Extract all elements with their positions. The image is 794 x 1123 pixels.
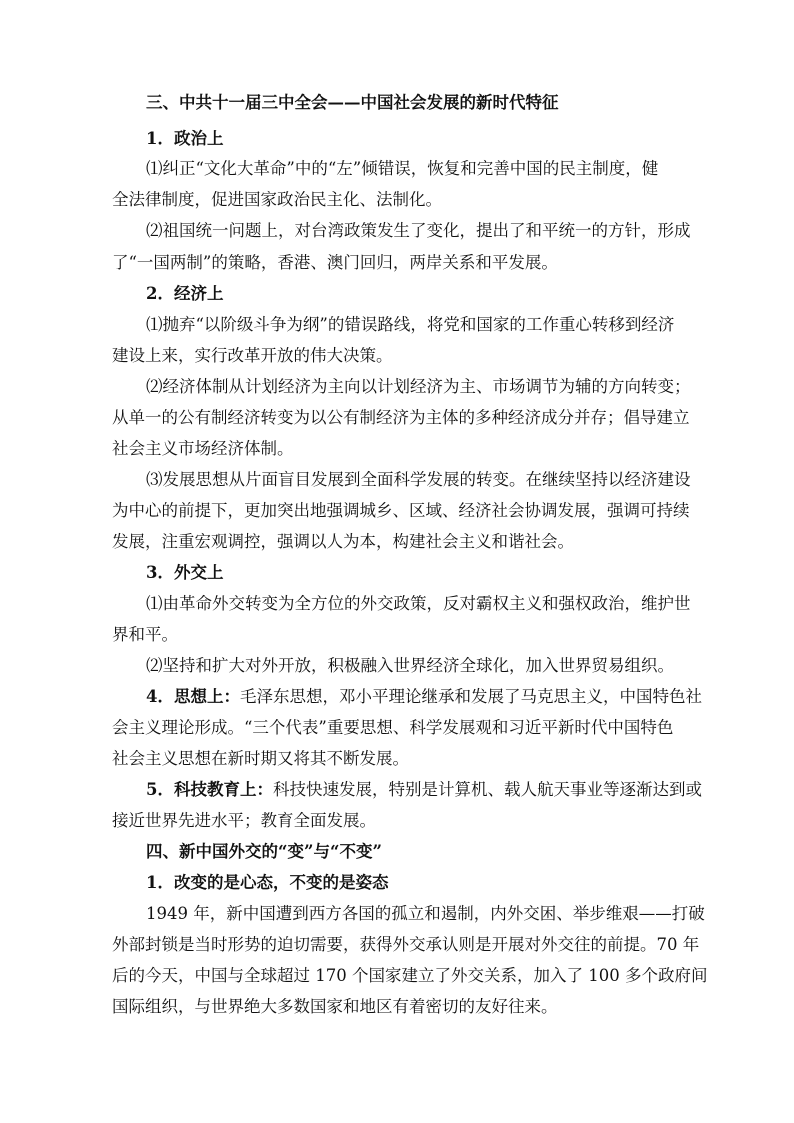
subheading-politics: 1．政治上 [146, 129, 224, 148]
paragraph-line: 科技快速发展，特别是计算机、载人航天事业等逐渐达到或 [272, 780, 702, 799]
subheading-ideology: 4．思想上： [146, 687, 240, 706]
paragraph-line: 会主义理论形成。“三个代表”重要思想、科学发展观和习近平新时代中国特色 [112, 718, 674, 737]
section-heading-3: 三、中共十一届三中全会——中国社会发展的新时代特征 [146, 93, 559, 112]
paragraph-line: 社会主义市场经济体制。 [112, 439, 294, 458]
paragraph-line: 外部封锁是当时形势的迫切需要，获得外交承认则是开展对外交往的前提。70 年 [112, 935, 700, 954]
paragraph-line: 界和平。 [112, 625, 178, 644]
subheading-economy: 2．经济上 [146, 284, 224, 303]
paragraph-ideology [146, 686, 702, 708]
paragraph-line: ⑵经济体制从计划经济为主向以计划经济为主、市场调节为辅的方向转变； [146, 377, 691, 396]
paragraph-line: 后的今天，中国与全球超过 170 个国家建立了外交关系，加入了 100 多个政府间 [112, 966, 708, 985]
paragraph-science [146, 779, 702, 801]
subheading-diplomacy: 3．外交上 [146, 563, 224, 582]
paragraph-line: ⑵祖国统一问题上，对台湾政策发生了变化，提出了和平统一的方针，形成 [146, 221, 691, 240]
paragraph-line: ⑵坚持和扩大对外开放，积极融入世界经济全球化，加入世界贸易组织。 [146, 656, 674, 675]
paragraph-line: 从单一的公有制经济转变为以公有制经济为主体的多种经济成分并存；倡导建立 [112, 408, 690, 427]
subheading-mindset: 1．改变的是心态，不变的是姿态 [146, 873, 389, 892]
paragraph-line: 了“一国两制”的策略，香港、澳门回归，两岸关系和平发展。 [112, 253, 558, 272]
paragraph-line: 毛泽东思想，邓小平理论继承和发展了马克思主义，中国特色社 [239, 687, 702, 706]
paragraph-line: 发展，注重宏观调控，强调以人为本，构建社会主义和谐社会。 [112, 532, 574, 551]
paragraph-line: 社会主义思想在新时期又将其不断发展。 [112, 749, 409, 768]
section-heading-4: 四、新中国外交的“变”与“不变” [146, 842, 382, 861]
paragraph-line: 为中心的前提下，更加突出地强调城乡、区域、经济社会协调发展，强调可持续 [112, 501, 690, 520]
paragraph-line: ⑴纠正“文化大革命”中的“左”倾错误，恢复和完善中国的民主制度，健 [146, 159, 659, 178]
paragraph-line: 全法律制度，促进国家政治民主化、法制化。 [112, 190, 442, 209]
paragraph-line: 建设上来，实行改革开放的伟大决策。 [112, 346, 393, 365]
paragraph-line: 1949 年，新中国遭到西方各国的孤立和遏制，内外交困、举步维艰——打破 [146, 904, 705, 923]
paragraph-line: ⑶发展思想从片面盲目发展到全面科学发展的转变。在继续坚持以经济建设 [146, 470, 691, 489]
paragraph-line: 接近世界先进水平；教育全面发展。 [112, 811, 376, 830]
paragraph-line: ⑴抛弃“以阶级斗争为纲”的错误路线，将党和国家的工作重心转移到经济 [146, 315, 675, 334]
paragraph-line: 国际组织，与世界绝大多数国家和地区有着密切的友好往来。 [112, 997, 558, 1016]
paragraph-line: ⑴由革命外交转变为全方位的外交政策，反对霸权主义和强权政治，维护世 [146, 594, 691, 613]
subheading-science: 5．科技教育上： [146, 780, 273, 799]
